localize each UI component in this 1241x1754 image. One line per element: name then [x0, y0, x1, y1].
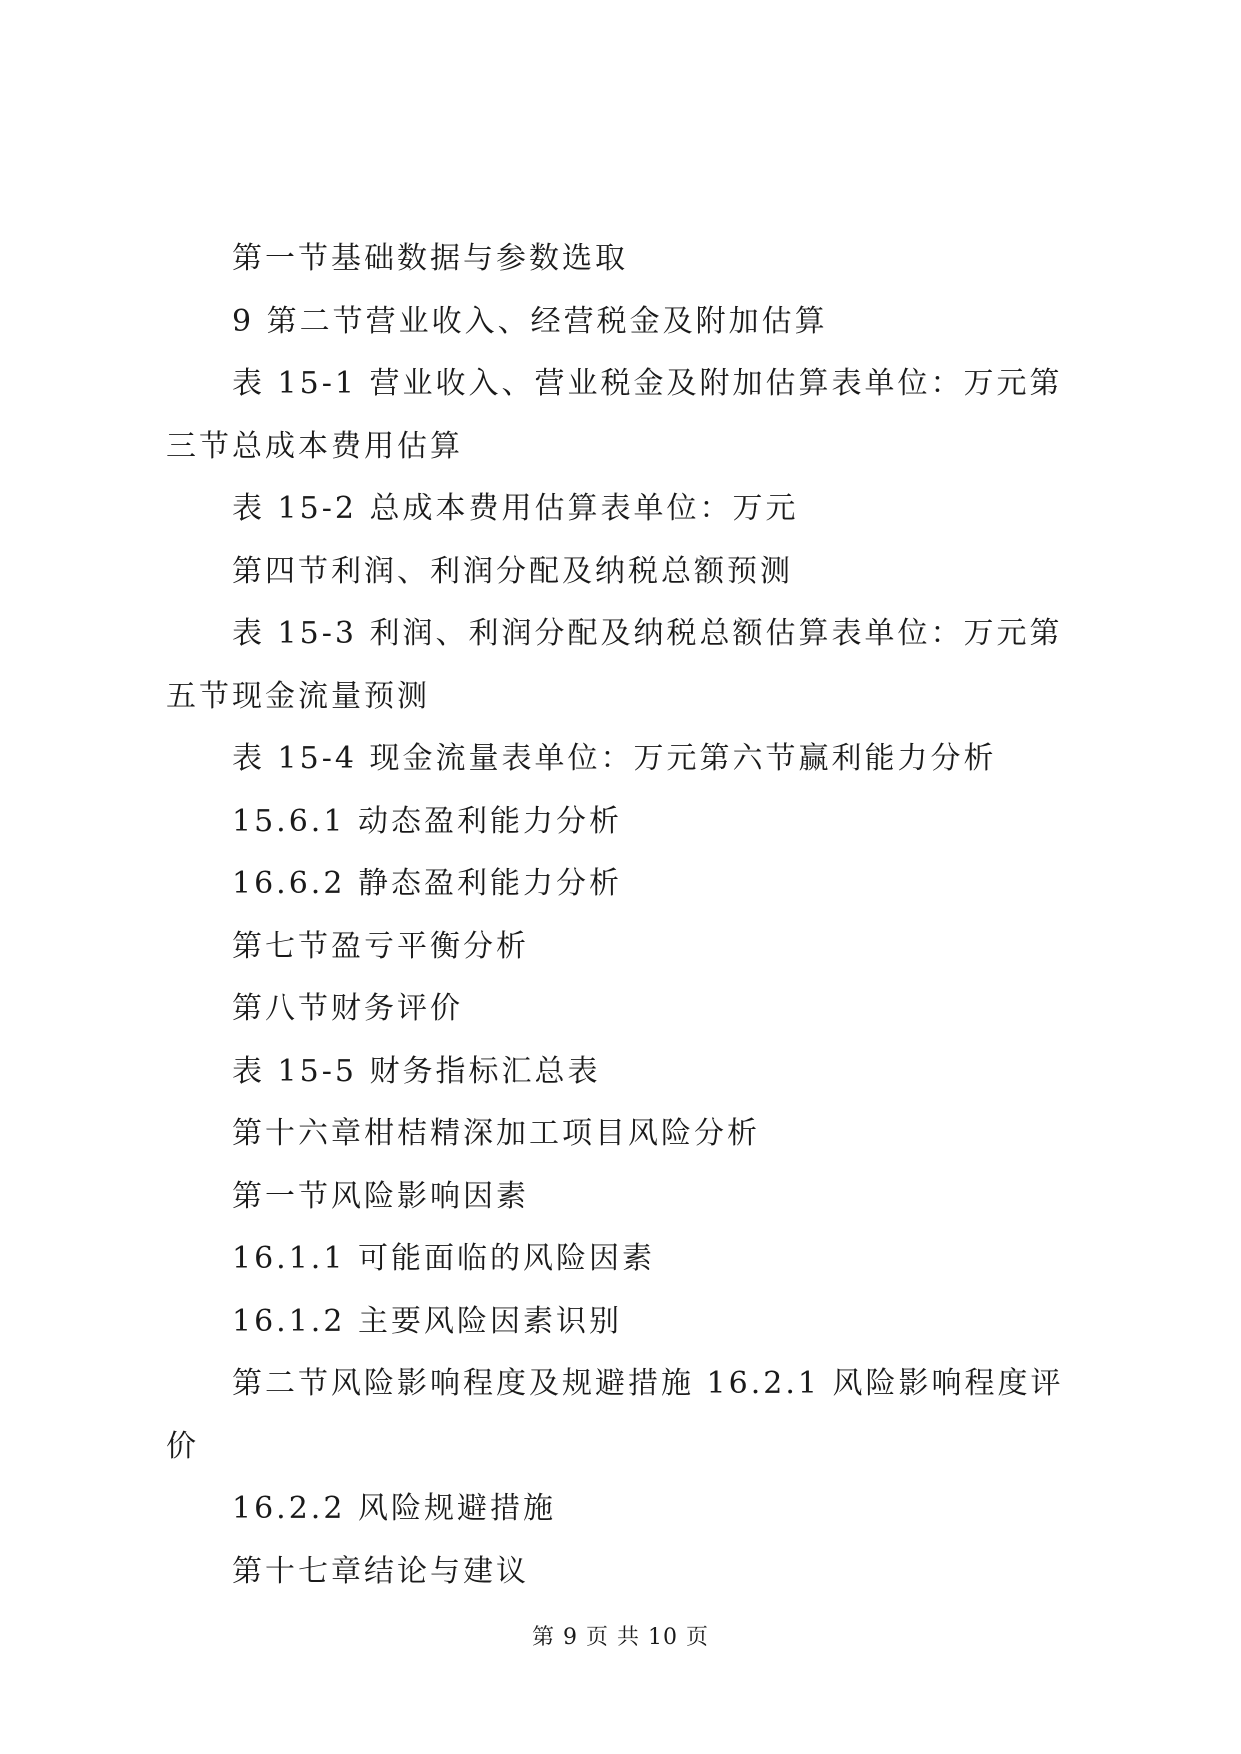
paragraph: 第一节风险影响因素: [232, 1178, 529, 1214]
paragraph: 表 15-4 现金流量表单位：万元第六节赢利能力分析: [232, 741, 997, 776]
paragraph: 9 第二节营业收入、经营税金及附加估算: [232, 303, 828, 339]
page-footer: 第 9 页 共 10 页: [532, 1625, 709, 1650]
paragraph: 表 15-1 营业收入、营业税金及附加估算表单位：万元第三节总成本费用估算: [166, 366, 1063, 464]
paragraph: 第七节盈亏平衡分析: [232, 928, 529, 964]
paragraph: 表 15-5 财务指标汇总表: [232, 1053, 601, 1089]
paragraph: 16.1.2 主要风险因素识别: [232, 1303, 622, 1339]
paragraph: 第十六章柑桔精深加工项目风险分析: [232, 1116, 760, 1151]
paragraph: 第四节利润、利润分配及纳税总额预测: [232, 553, 793, 589]
paragraph: 16.1.1 可能面临的风险因素: [232, 1241, 655, 1276]
paragraph: 第十七章结论与建议: [232, 1553, 529, 1589]
paragraph: 15.6.1 动态盈利能力分析: [232, 803, 622, 839]
paragraph: 第八节财务评价: [232, 991, 463, 1026]
paragraph: 16.2.2 风险规避措施: [232, 1491, 556, 1526]
paragraph: 第一节基础数据与参数选取: [232, 241, 628, 276]
paragraph: 表 15-3 利润、利润分配及纳税总额估算表单位：万元第五节现金流量预测: [166, 616, 1063, 714]
paragraph: 表 15-2 总成本费用估算表单位：万元: [232, 491, 799, 526]
paragraph: 16.6.2 静态盈利能力分析: [232, 866, 622, 901]
document-body: [166, 228, 1076, 1603]
paragraph: 第二节风险影响程度及规避措施 16.2.1 风险影响程度评价: [166, 1366, 1064, 1464]
